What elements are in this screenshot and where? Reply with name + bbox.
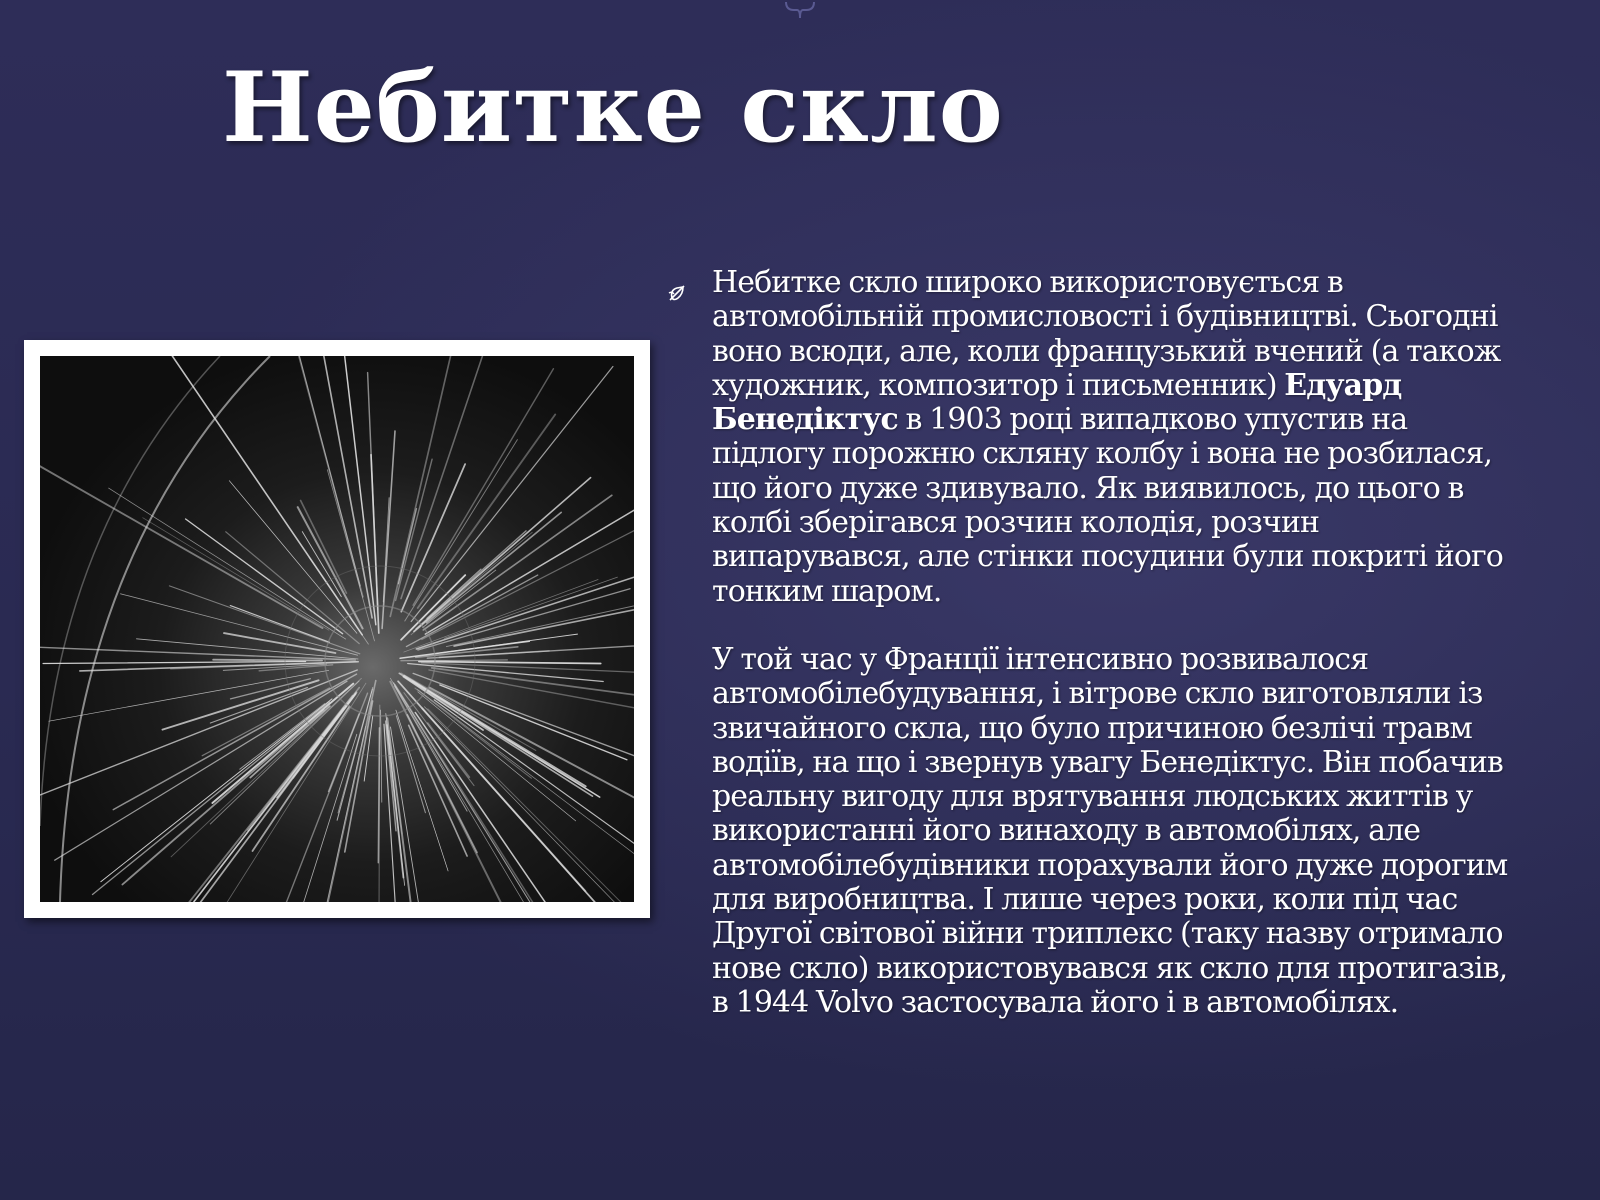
brace-icon [784, 0, 816, 22]
shattered-glass-photo [40, 356, 634, 902]
body-text [712, 266, 1512, 1054]
paragraph-2: У той час у Франції інтенсивно розвивалося автомобілебудування, і вітрове скло виготовляли із звичайного скла, що було причиною безлічі травм водіїв, на що і звернув увагу Бенедіктус. Він побачив реальну вигоду для врятування людських життів у використанні його винаходу в автомобілях, але автомобілебудівники порахували його дуже дорогим для виробництва. І лише через роки, коли під час Другої світової війни триплекс (таку назву отримало нове скло) використовувався як скло для протигазів, в 1944 Volvo застосувала його і в автомобілях. [712, 641, 1508, 1020]
slide-title: Небитке скло [222, 51, 1004, 164]
top-brace-decoration [784, 0, 816, 22]
image-frame [24, 340, 650, 918]
paragraph-1-start: Небитке скло широко використовується в автомобільній промисловості і будівництві. Сьогодні воно всюди, але, коли французький вчений (а також художник, композитор і письменник) [712, 265, 1501, 403]
glass-crack-line [213, 660, 322, 661]
inventor-name: Едуард Бенедіктус [712, 367, 1402, 438]
leaf-bullet-icon [666, 282, 688, 304]
shattered-glass-graphic [40, 356, 634, 902]
paragraph-1 [712, 266, 1512, 609]
paragraph-1-end: в 1903 році випадково упустив на підлогу порожню скляну колбу і вона не розбилася, що його дуже здивувало. Як виявилось, до цього в колбі зберігався розчин колодія, розчин випарувався, але стінки посудини були покриті його тонким шаром. [712, 402, 1503, 609]
